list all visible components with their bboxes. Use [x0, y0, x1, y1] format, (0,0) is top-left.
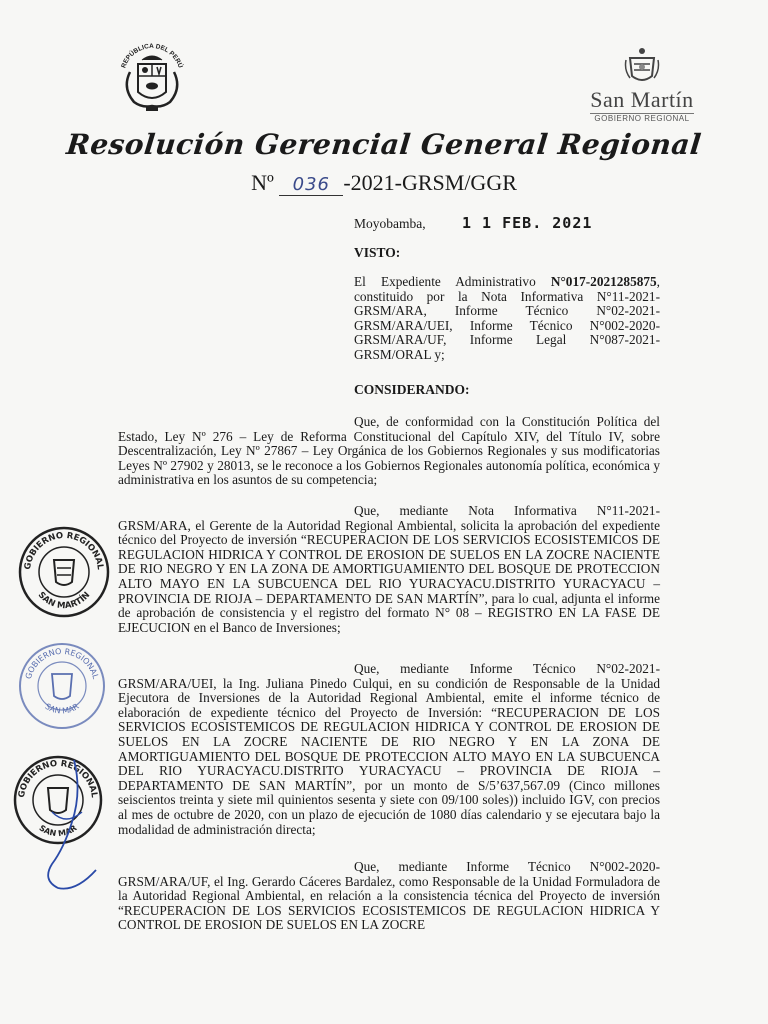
crest-icon: [54, 560, 74, 585]
official-stamp-1: [16, 524, 112, 625]
svg-text:GOBIERNO REGIONAL: GOBIERNO REGIONAL: [23, 646, 101, 681]
considerando-paragraph-1: Que, de conformidad con la Constitución Política del Estado, Ley Nº 276 – Ley de Reforma Constitucional del Capítulo XIV, del Título IV, sobre Descentralización, Ley Nº 27867 – Ley Orgánica de los Gobiernos Regionales y sus modificatorias Leyes Nº 27902 y 28013, se le reconoce a los Gobiernos Regionales autonomía política, económica y administrativa en los asuntos de su competencia;: [118, 414, 660, 488]
svg-text:SAN MAR: SAN MAR: [43, 701, 81, 716]
visto-heading: VISTO:: [354, 245, 401, 260]
svg-text:SAN MAR: SAN MAR: [37, 823, 79, 839]
visto-text-start: El Expediente Administrativo: [354, 274, 551, 289]
crest-icon: [52, 674, 72, 699]
considerando-paragraph-4: Que, mediante Informe Técnico N°002-2020-GRSM/ARA/UF, el Ing. Gerardo Cáceres Bardalez, como Responsable de la Unidad Formuladora de la Autoridad Regional Ambiental, en relación a la consistencia técnica del Proyecto de inversión “RECUPERACION DE LOS SERVICIOS ECOSISTEMICOS DE REGULACION HIDRICA Y CONTROL DE EROSION DE SUELOS EN LA ZOCRE: [118, 859, 660, 933]
official-stamp-3: [12, 752, 112, 907]
place: Moyobamba,: [354, 216, 426, 231]
san-martin-logo: [582, 46, 702, 130]
considerando-paragraph-3: Que, mediante Informe Técnico N°02-2021-GRSM/ARA/UEI, la Ing. Juliana Pinedo Culqui, en su condición de Responsable de la Unidad Ejecutora de Inversiones de la Autoridad Regional Ambiental, emite el informe técnico de elaboración de expediente técnico del Proyecto de Inversión: “RECUPERACION DE LOS SERVICIOS ECOSISTEMICOS DE REGULACION HIDRICA Y CONTROL DE EROSION DE SUELOS EN LA ZOCRE NACIENTE DE RIO NEGRO Y EN LA ZONA DE AMORTIGUAMIENTO DEL BOSQUE DE PROTECCION ALTO MAYO EN LA SUBCUENCA DEL RIO YURACYACU.DISTRITO YURACYACU – PROVINCIA DE RIOJA – DEPARTAMENTO DE SAN MARTÍN”, por un monto de S/5’637,567.09 (Cinco millones seiscientos treinta y siete mil quinientos sesenta y siete con 09/100 soles)) incluido IGV, con precios al mes de octubre de 2020, con un plazo de ejecución de 1080 días calendario y se ejecutara bajo la modalidad de administración directa;: [118, 661, 660, 837]
logo-name: San Martín: [590, 87, 694, 112]
peru-coat-of-arms-icon: [112, 42, 192, 120]
considerando-heading: CONSIDERANDO:: [354, 382, 470, 397]
visto-text-end: , constituido por la Nota Informativa N°11-2021-GRSM/ARA, Informe Técnico N°02-2021-GRSM/ARA/UEI, Informe Técnico N°002-2020-GRSM/ARA/UF, Informe Legal N°087-2021-GRSM/ORAL y;: [354, 274, 660, 362]
official-stamp-2: [16, 640, 108, 737]
date-stamp: 1 1 FEB. 2021: [462, 214, 593, 232]
number-prefix: Nº: [251, 170, 274, 195]
visto-paragraph: [354, 275, 660, 363]
number-suffix: -2021-GRSM/GGR: [343, 170, 517, 195]
considerando-paragraph-2: Que, mediante Nota Informativa N°11-2021-GRSM/ARA, el Gerente de la Autoridad Regional Ambiental, solicita la aprobación del expediente técnico del Proyecto de inversión “RECUPERACION DE LOS SERVICIOS ECOSISTEMICOS DE REGULACION HIDRICA Y CONTROL DE EROSION DE SUELOS EN LA ZOCRE NACIENTE DE RIO NEGRO Y EN LA ZONA DE AMORTIGUAMIENTO DEL BOSQUE DE PROTECCION ALTO MAYO EN LA SUBCUENCA DEL RIO YURACYACU.DISTRITO YURACYACU – PROVINCIA DE RIOJA – DEPARTAMENTO DE SAN MARTÍN”, para lo cual, adjunta el informe de aprobación de consistencia y el registro del formato N° 08 – REGISTRO EN LA FASE DE EJECUCION en el Banco de Inversiones;: [118, 503, 660, 635]
document-title: Resolución Gerencial General Regional: [64, 128, 704, 161]
svg-text:SAN MARTÍN: SAN MARTÍN: [35, 590, 93, 612]
visto-expediente-ref: N°017-2021285875: [550, 274, 657, 289]
handwritten-number: 036: [279, 174, 343, 196]
resolution-number: [0, 170, 768, 196]
svg-text:GOBIERNO REGIONAL: GOBIERNO REGIONAL: [16, 758, 99, 799]
svg-text:GOBIERNO REGIONAL: GOBIERNO REGIONAL: [22, 530, 105, 571]
regional-crest-icon: [622, 46, 662, 86]
crest-icon: [48, 788, 68, 813]
logo-subtitle: GOBIERNO REGIONAL: [590, 113, 694, 123]
svg-text:REPÚBLICA DEL PERÚ: REPÚBLICA DEL PERÚ: [120, 42, 184, 70]
